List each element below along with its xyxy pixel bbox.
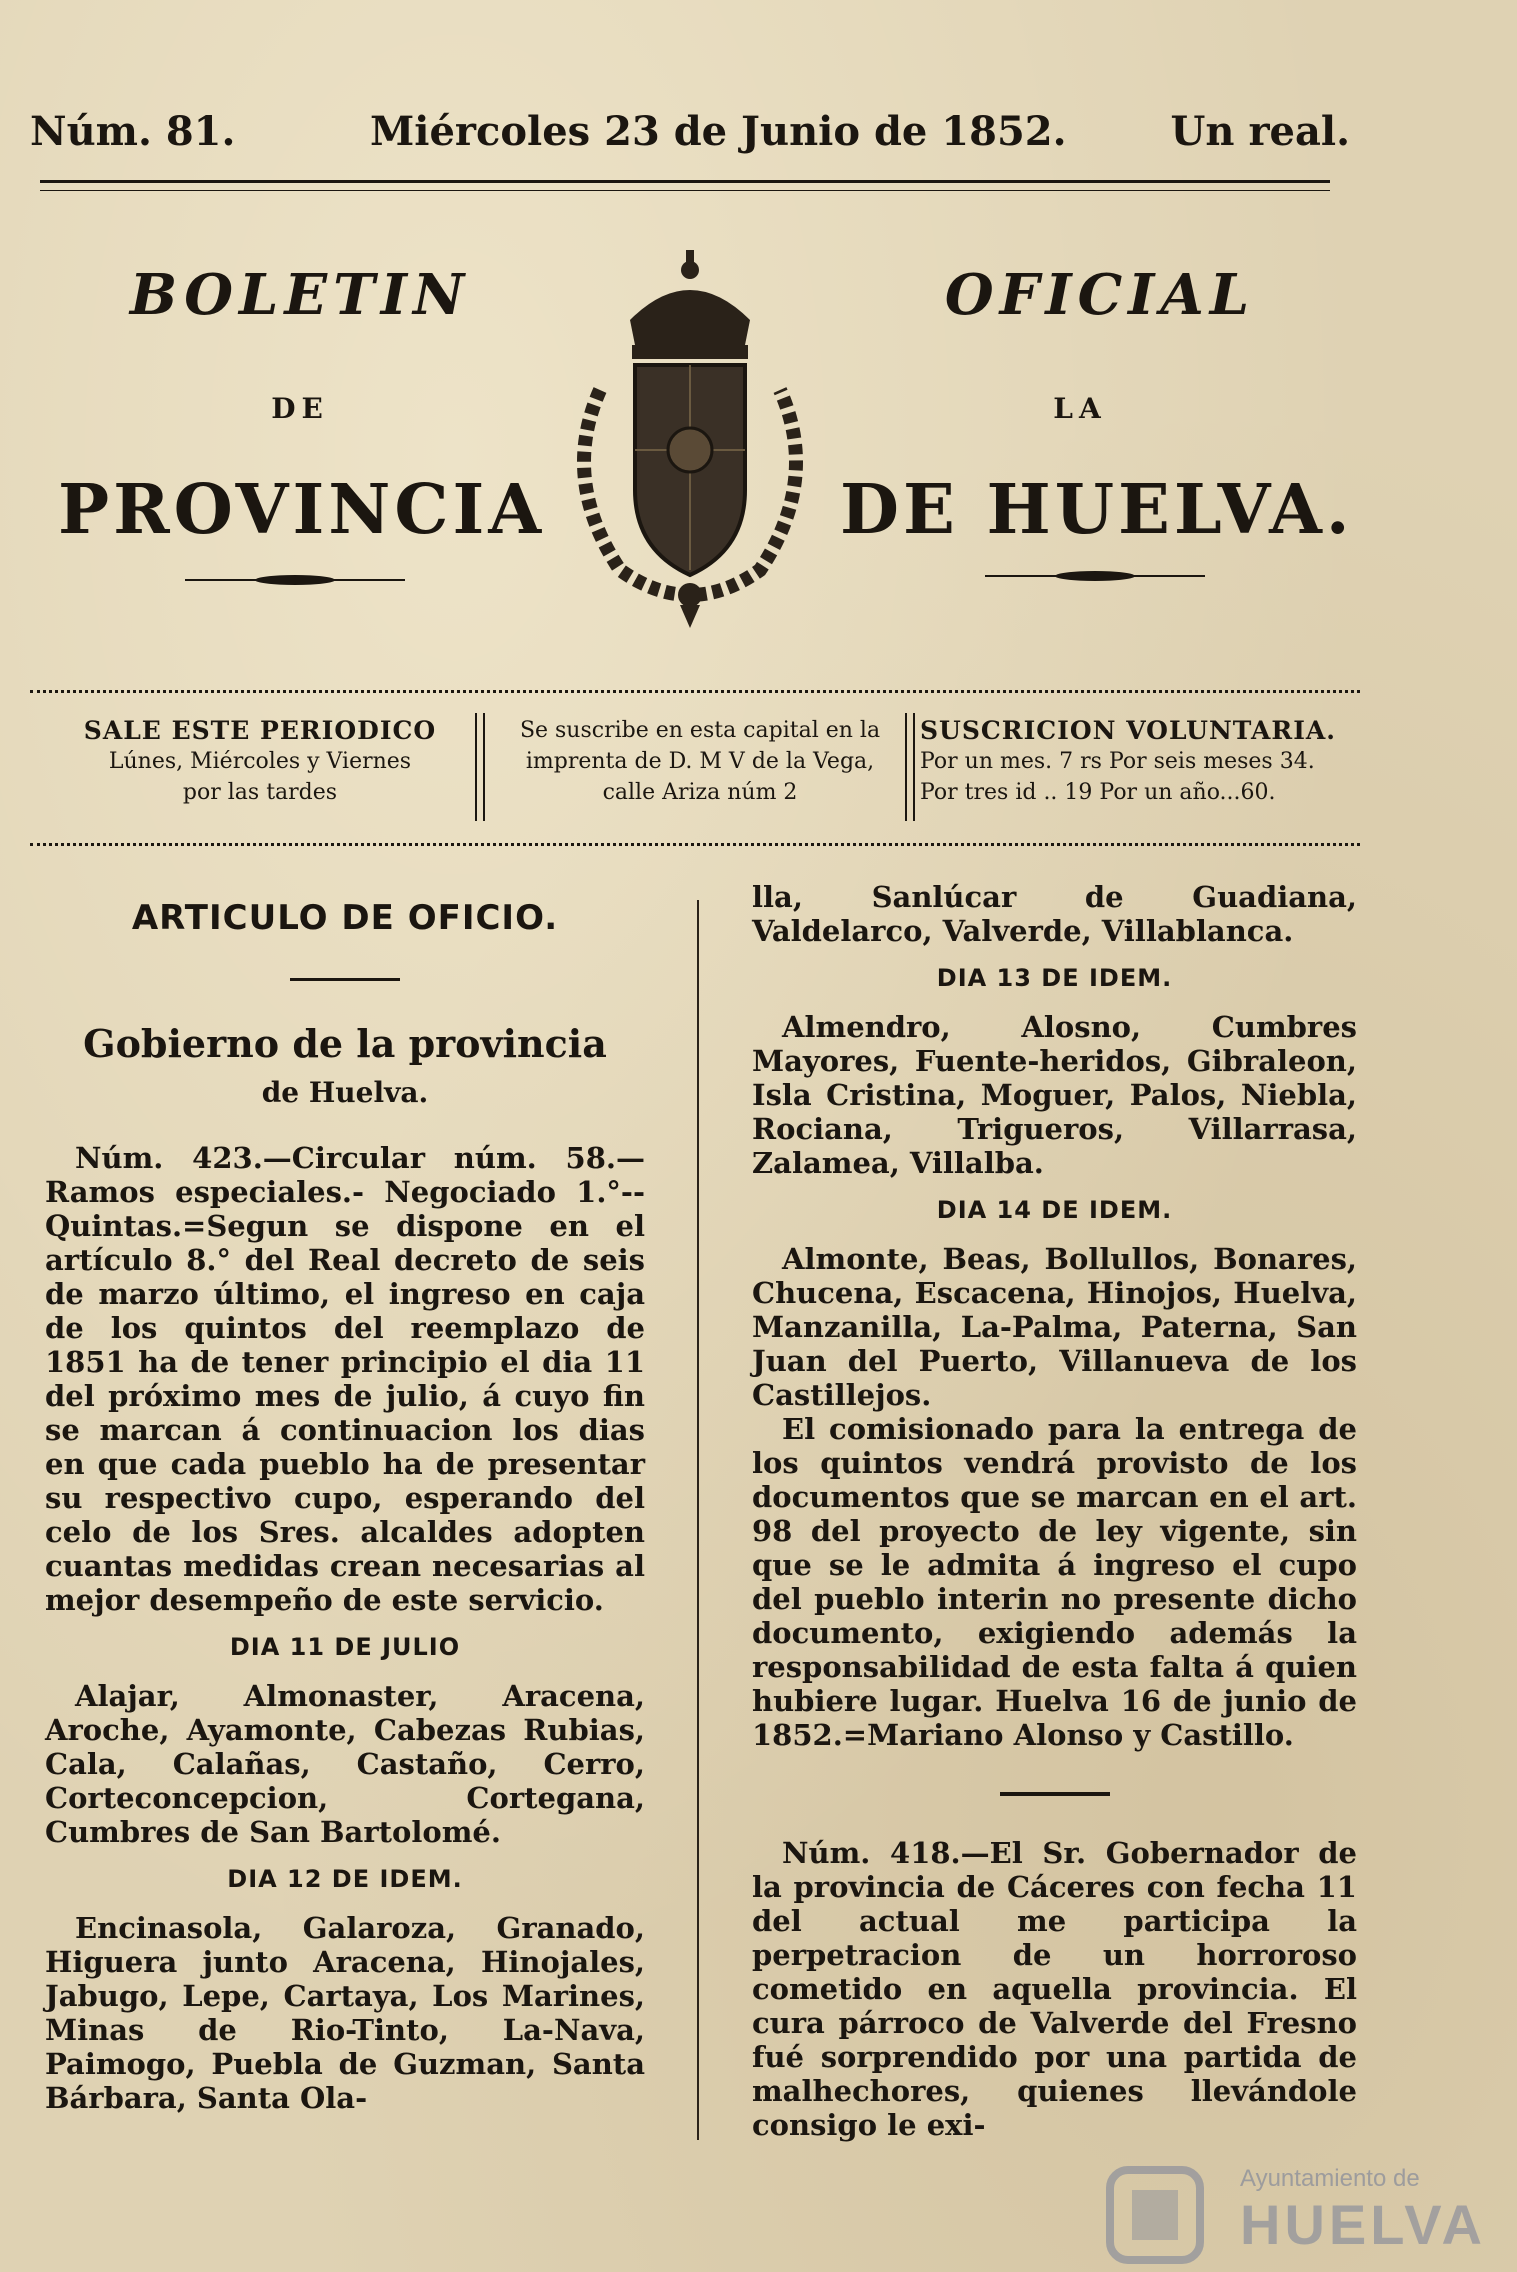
- schedule-time: por las tardes: [182, 780, 338, 805]
- location-line-2: imprenta de D. M V de la Vega,: [525, 749, 875, 774]
- day-heading: DIA 12 DE IDEM.: [227, 1865, 463, 1893]
- ornament-right: [985, 570, 1205, 582]
- article-rule: [1000, 1792, 1110, 1796]
- title-huelva: DE HUELVA.: [840, 470, 1354, 550]
- title-la: LA: [1053, 392, 1107, 425]
- prices-line-2: Por tres id .. 19 Por un año...60.: [920, 780, 1276, 805]
- huelva-city-logo-icon: [1100, 2160, 1210, 2270]
- column-divider: [697, 900, 699, 2140]
- royal-coat-of-arms-icon: [540, 250, 840, 630]
- masthead-rule: [40, 180, 1330, 191]
- subscription-location: [490, 715, 910, 808]
- title-oficial: OFICIAL: [944, 262, 1256, 328]
- town-list-continued: lla, Sanlúcar de Guadiana, Valdelarco, Valverde, Villablanca.: [752, 880, 1357, 948]
- commission-paragraph: El comisionado para la entrega de los quintos vendrá provisto de los documentos que se marcan en el art. 98 del proyecto de ley vigente, sin que se le admita á ingreso el cupo del pueblo interin no presente dicho documento, exigiendo además la responsabilidad de esta falta á quien hubiere lugar. Huelva 16 de junio de 1852.=Mariano Alonso y Castillo.: [752, 1412, 1357, 1752]
- government-subtitle: de Huelva.: [261, 1076, 429, 1109]
- right-column: [752, 880, 1357, 2142]
- prices-line-1: Por un mes. 7 rs Por seis meses 34.: [920, 749, 1315, 774]
- watermark-small-text: Ayuntamiento de: [1240, 2165, 1420, 2192]
- schedule-days: Lúnes, Miércoles y Viernes: [108, 749, 412, 774]
- masthead-top-line: [30, 98, 1350, 158]
- issue-price: Un real.: [1170, 108, 1350, 155]
- location-line-1: Se suscribe en esta capital en la: [519, 718, 881, 743]
- day-heading: DIA 14 DE IDEM.: [936, 1196, 1173, 1224]
- location-line-3: calle Ariza núm 2: [602, 780, 798, 805]
- town-list: Almendro, Alosno, Cumbres Mayores, Fuente-heridos, Gibraleon, Isla Cristina, Moguer, Palos, Niebla, Rociana, Trigueros, Villarrasa, Zalamea, Villalba.: [752, 1010, 1357, 1180]
- issue-number: Núm. 81.: [30, 108, 236, 155]
- left-column: [45, 880, 645, 2115]
- day-heading: DIA 13 DE IDEM.: [936, 964, 1173, 992]
- item-418-text: Núm. 418.—El Sr. Gobernador de la provincia de Cáceres con fecha 11 del actual me participa la perpetracion de un horroroso cometido en aquella provincia. El cura párroco de Valverde del Fresno fué sorprendido por una partida de malhechores, quienes llevándole consigo le exi-: [752, 1836, 1357, 2142]
- town-list: Alajar, Almonaster, Aracena, Aroche, Ayamonte, Cabezas Rubias, Cala, Calañas, Castaño, Cerro, Corteconcepcion, Cortegana, Cumbres de San Bartolomé.: [45, 1679, 645, 1849]
- government-title: Gobierno de la provincia: [83, 1021, 607, 1066]
- circular-text: Núm. 423.—Circular núm. 58.—Ramos especiales.- Negociado 1.°--Quintas.=Segun se dispone en el artículo 8.° del Real decreto de seis de marzo último, el ingreso en caja de los quintos del reemplazo de 1851 ha de tener principio el dia 11 del próximo mes de julio, á cuyo fin se marcan á continuacion los dias en que cada pueblo ha de presentar su respectivo cupo, esperando del celo de los Sres. alcaldes adopten cuantas medidas crean necesarias al mejor desempeño de este servicio.: [45, 1141, 645, 1617]
- archive-watermark: [1100, 2140, 1517, 2270]
- town-list: Encinasola, Galaroza, Granado, Higuera junto Aracena, Hinojales, Jabugo, Lepe, Cartaya, Los Marines, Minas de Rio-Tinto, La-Nava, Paimogo, Puebla de Guzman, Santa Bárbara, Santa Ola-: [45, 1911, 645, 2115]
- day-heading: DIA 11 DE JULIO: [229, 1633, 461, 1661]
- title-provincia: PROVINCIA: [58, 470, 546, 550]
- watermark-big-text: HUELVA: [1240, 2193, 1486, 2256]
- schedule-heading: SALE ESTE PERIODICO: [83, 716, 437, 745]
- issue-date: Miércoles 23 de Junio de 1852.: [370, 108, 1067, 155]
- section-title: ARTICULO DE OFICIO.: [131, 898, 559, 938]
- section-rule: [290, 978, 400, 981]
- title-boletin: BOLETIN: [129, 262, 471, 328]
- publication-schedule: [60, 715, 460, 808]
- town-list: Almonte, Beas, Bollullos, Bonares, Chucena, Escacena, Hinojos, Huelva, Manzanilla, La-Palma, Paterna, San Juan del Puerto, Villanueva de los Castillejos.: [752, 1242, 1357, 1412]
- prices-heading: SUSCRICION VOLUNTARIA.: [920, 716, 1337, 745]
- band-divider: [905, 713, 915, 821]
- ornament-left: [185, 574, 405, 586]
- band-divider: [475, 713, 485, 821]
- subscription-info-band: [30, 690, 1360, 846]
- subscription-prices: [920, 715, 1340, 808]
- title-de: DE: [271, 392, 329, 425]
